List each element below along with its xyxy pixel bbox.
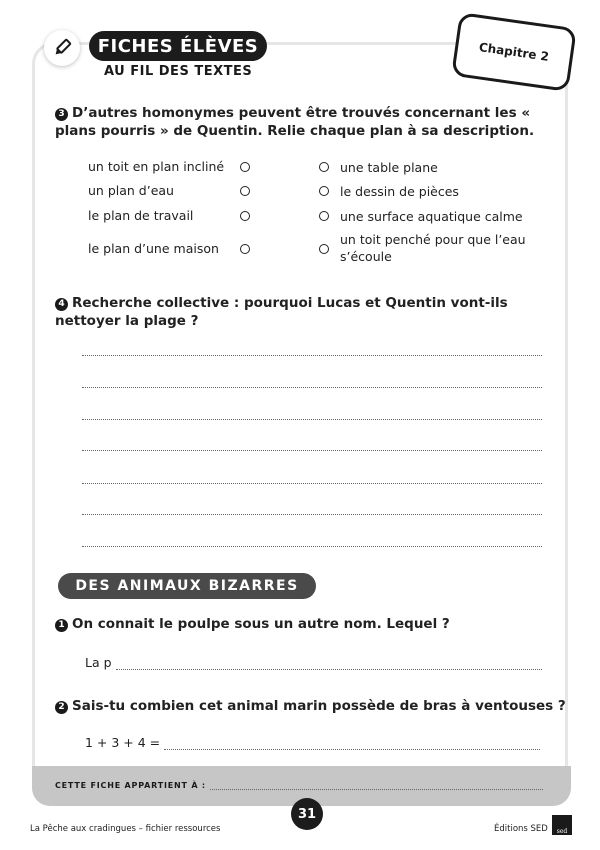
exercise-4-prompt: [55, 294, 555, 330]
match-right-item: un toit penché pour que l’eau s’écoule: [340, 232, 526, 264]
answer-line[interactable]: [82, 514, 542, 515]
answer-line[interactable]: [82, 483, 542, 484]
match-left-item: un plan d’eau: [88, 183, 174, 198]
answer-prefix: 1 + 3 + 4 =: [85, 735, 161, 750]
match-left-item: un toit en plan incliné: [88, 159, 225, 174]
pencil-icon: [52, 38, 72, 58]
answer-line[interactable]: [116, 659, 542, 670]
pencil-badge: [44, 30, 80, 66]
page-title: FICHES ÉLÈVES: [89, 31, 267, 61]
logo-text: sed: [556, 828, 568, 835]
answer-line[interactable]: [82, 546, 542, 547]
publisher-logo: [552, 815, 572, 835]
exercise-number-badge: 3: [55, 108, 68, 121]
match-left-item: le plan d’une maison: [88, 241, 219, 256]
match-left-item: le plan de travail: [88, 208, 194, 223]
match-left-dot[interactable]: [240, 211, 250, 221]
answer-line[interactable]: [82, 450, 542, 451]
publisher-name: Éditions SED: [494, 824, 548, 834]
section2-q2-prompt: [55, 697, 566, 715]
exercise-4-text: Recherche collective : pourquoi Lucas et Quentin vont-ils nettoyer la plage ?: [55, 295, 508, 329]
exercise-number-badge: 2: [55, 701, 68, 714]
match-right-dot[interactable]: [319, 162, 329, 172]
match-right-dot[interactable]: [319, 244, 329, 254]
owner-line[interactable]: [210, 782, 543, 790]
section2-q1-prompt: [55, 615, 450, 633]
match-right-item: une surface aquatique calme: [340, 209, 523, 224]
answer-line[interactable]: [82, 419, 542, 420]
owner-field[interactable]: [55, 781, 543, 790]
match-right-dot[interactable]: [319, 186, 329, 196]
match-left-dot[interactable]: [240, 244, 250, 254]
exercise-3-text: D’autres homonymes peuvent être trouvés concernant les « plans pourris » de Quentin. Relie chaque plan à sa description.: [55, 105, 535, 139]
book-title: La Pêche aux cradingues – fichier ressources: [30, 824, 221, 834]
match-left-dot[interactable]: [240, 162, 250, 172]
answer-line[interactable]: [82, 387, 542, 388]
page-number: 31: [291, 798, 323, 830]
answer-line[interactable]: [82, 355, 542, 356]
exercise-number-badge: 4: [55, 298, 68, 311]
chapter-label: Chapitre 2: [478, 40, 550, 64]
answer-line[interactable]: [164, 739, 540, 750]
section2-q1-text: On connait le poulpe sous un autre nom. Lequel ?: [72, 616, 450, 632]
match-right-item: le dessin de pièces: [340, 184, 459, 199]
match-left-dot[interactable]: [240, 186, 250, 196]
worksheet-card: [32, 42, 568, 802]
section2-q2-text: Sais-tu combien cet animal marin possède de bras à ventouses ?: [72, 698, 566, 714]
section-title: DES ANIMAUX BIZARRES: [58, 573, 316, 599]
exercise-number-badge: 1: [55, 619, 68, 632]
page-subtitle: AU FIL DES TEXTES: [104, 64, 253, 79]
section2-q2-answer[interactable]: [85, 735, 540, 750]
match-right-dot[interactable]: [319, 211, 329, 221]
section2-q1-answer[interactable]: [85, 655, 542, 670]
exercise-3-prompt: [55, 104, 555, 140]
match-right-item: une table plane: [340, 160, 438, 175]
owner-label: CETTE FICHE APPARTIENT À :: [55, 781, 206, 790]
answer-prefix: La p: [85, 655, 112, 670]
